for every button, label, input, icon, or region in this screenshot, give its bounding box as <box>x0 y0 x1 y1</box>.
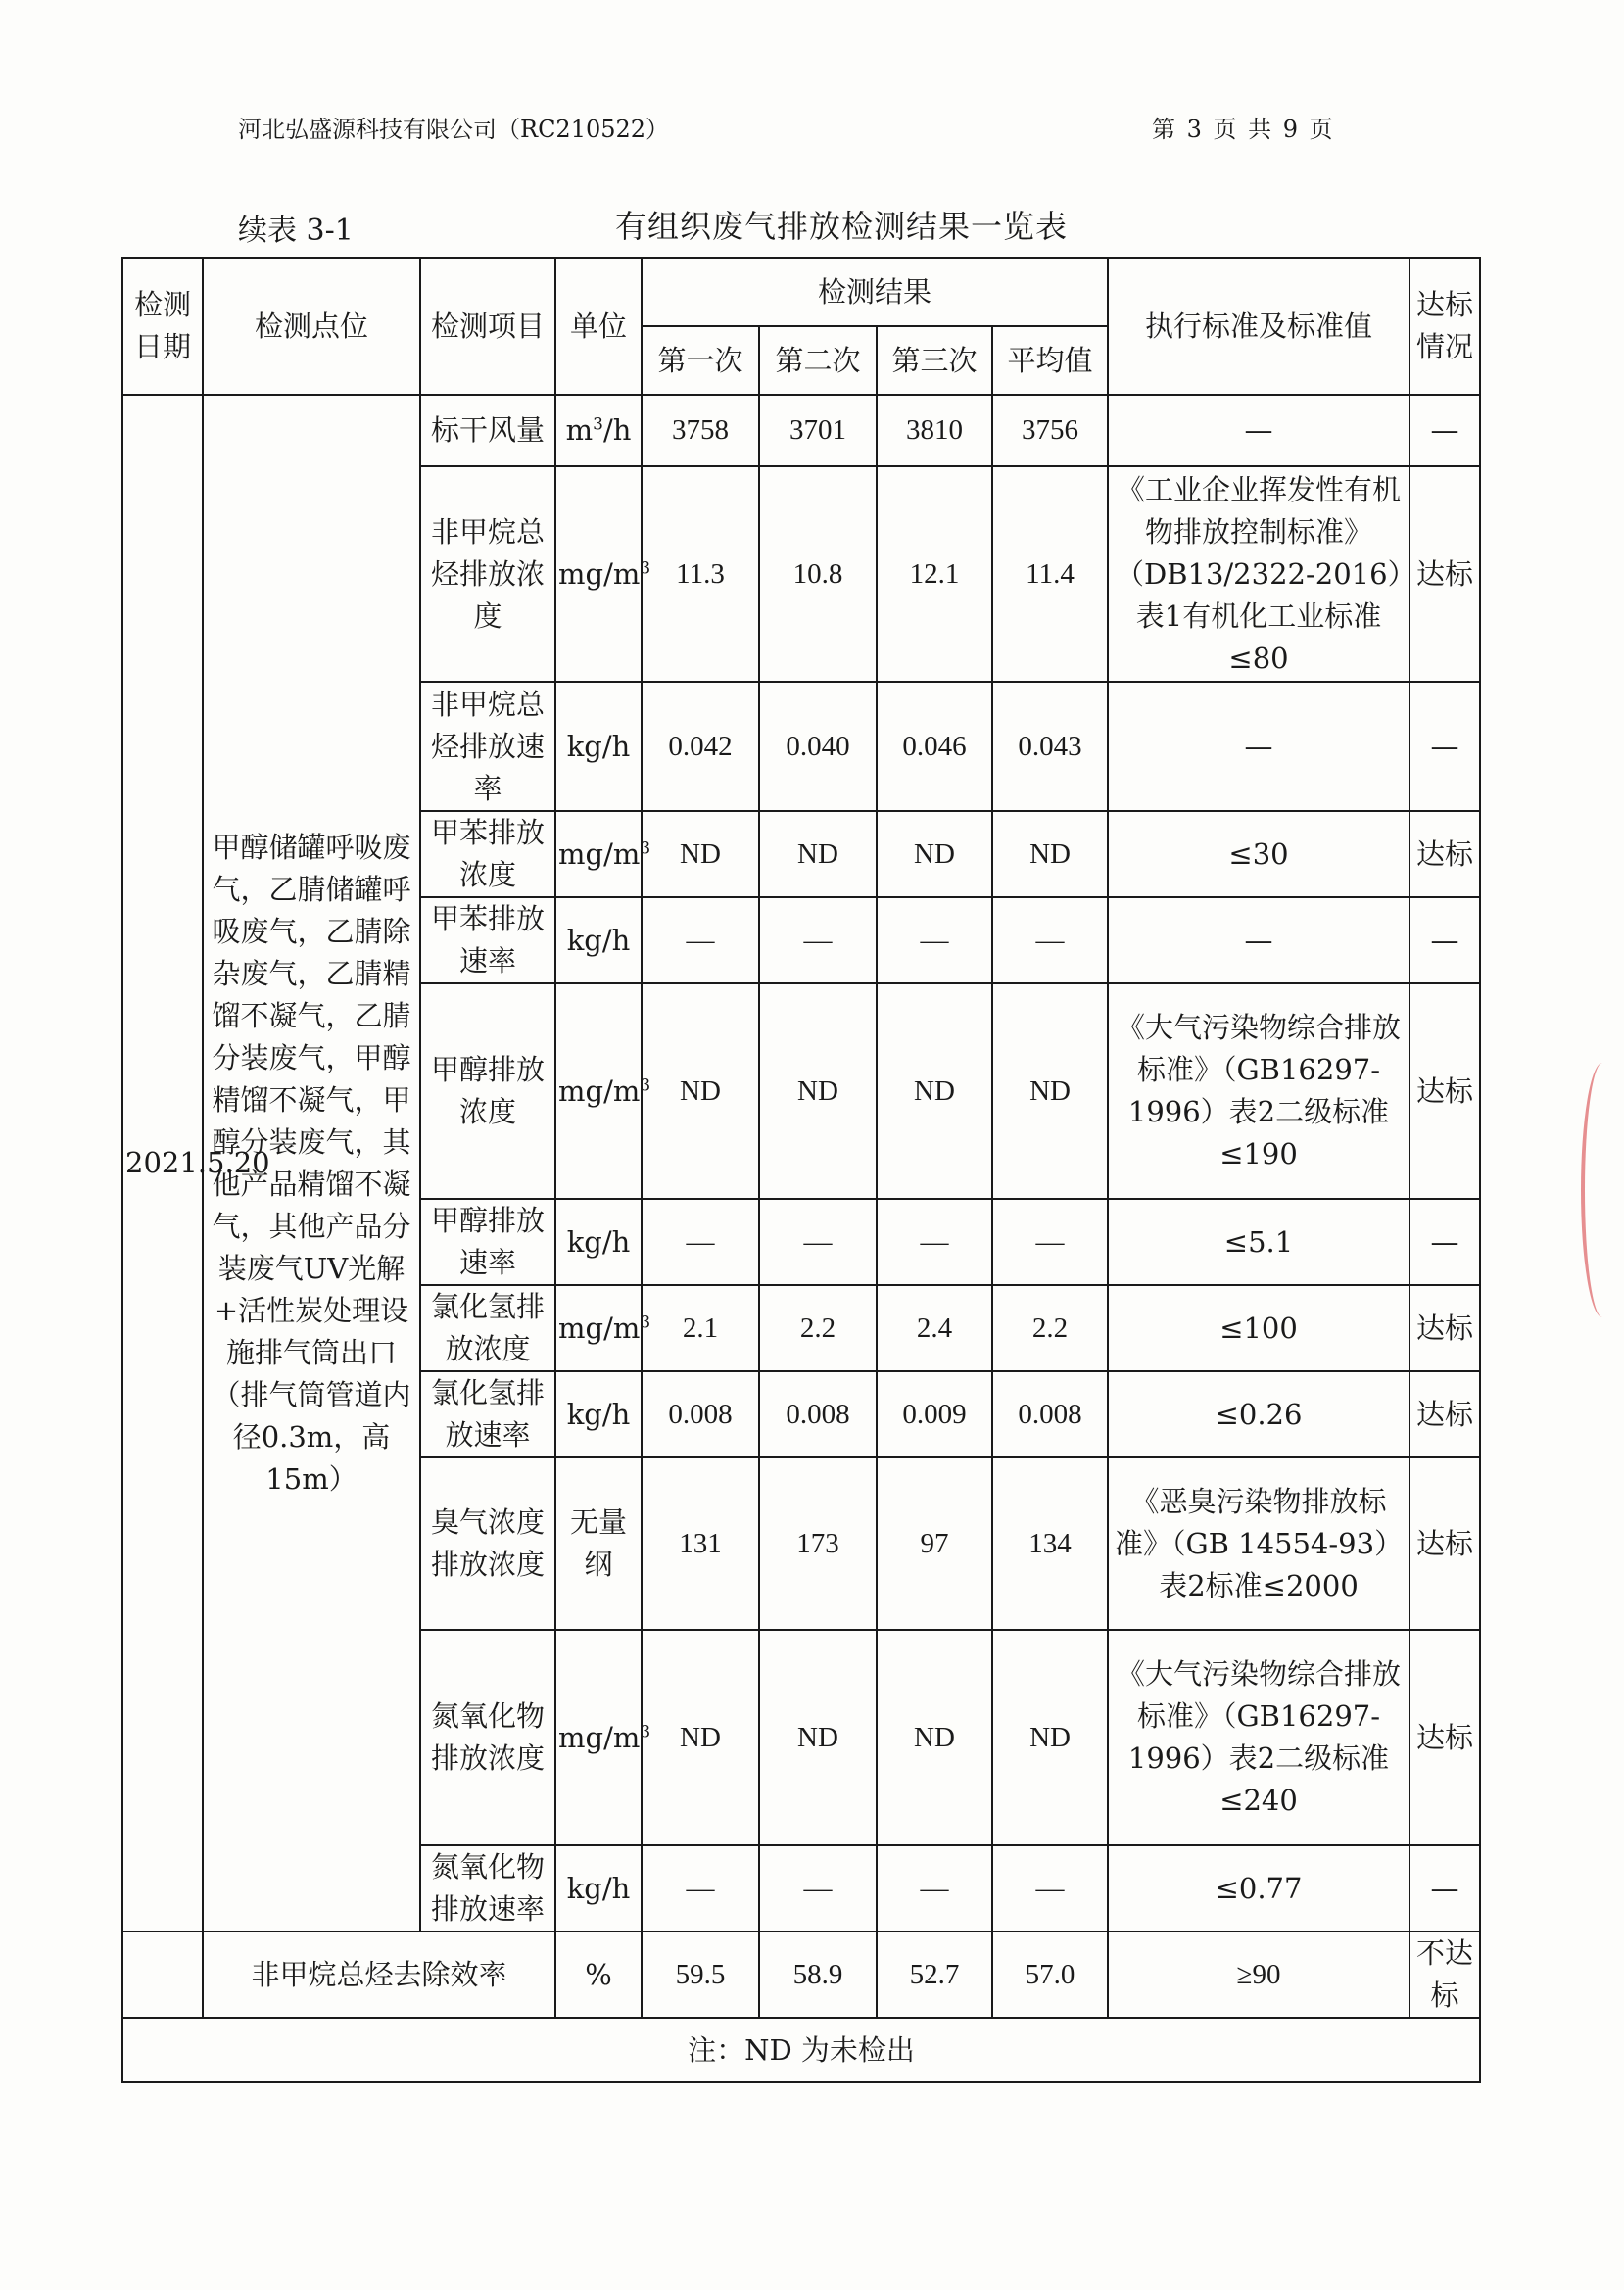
value-r3: 0.046 <box>877 682 992 811</box>
standard-cell: ≤0.77 <box>1108 1845 1409 1932</box>
unit-sup: 3 <box>640 1074 651 1095</box>
col-r1-header: 第一次 <box>642 326 759 395</box>
value-r3: ND <box>877 811 992 897</box>
value-avg: 0.043 <box>992 682 1108 811</box>
unit-base: m <box>565 413 594 447</box>
unit-cell <box>555 1285 651 1371</box>
results-table <box>121 257 1481 2083</box>
standard-cell: ≤5.1 <box>1108 1199 1409 1285</box>
unit-sup: 3 <box>640 1312 651 1332</box>
unit-cell <box>555 1845 642 1932</box>
unit-tail: /h <box>602 413 632 447</box>
status-cell: — <box>1409 395 1480 466</box>
status-cell: 达标 <box>1409 1457 1480 1630</box>
value-r2: — <box>759 897 877 983</box>
value-r3: 0.009 <box>877 1371 992 1457</box>
unit-base: kg/h <box>566 729 631 763</box>
seal-stamp-edge <box>1581 1063 1624 1317</box>
item-cell: 臭气浓度排放浓度 <box>420 1457 555 1630</box>
efficiency-r1: 59.5 <box>642 1932 759 2018</box>
value-avg: 11.4 <box>992 466 1108 682</box>
unit-base: kg/h <box>566 1224 631 1259</box>
value-r2: 3701 <box>759 395 877 466</box>
efficiency-unit: % <box>555 1932 642 2018</box>
unit-base: mg/m <box>558 1720 641 1754</box>
value-r3: — <box>877 1199 992 1285</box>
value-avg: — <box>992 1199 1108 1285</box>
unit-sup: 3 <box>593 414 603 435</box>
item-cell: 甲苯排放浓度 <box>420 811 555 897</box>
item-cell: 标干风量 <box>420 395 555 466</box>
page-number: 第 3 页 共 9 页 <box>1152 116 1335 143</box>
table-label: 续表 3-1 <box>238 214 354 248</box>
unit-base: mg/m <box>558 836 641 871</box>
unit-cell <box>555 983 651 1199</box>
table-title: 有组织废气排放检测结果一览表 <box>615 208 1069 245</box>
value-r1: 11.3 <box>642 466 759 682</box>
status-cell: 达标 <box>1409 466 1480 682</box>
item-cell: 甲醇排放浓度 <box>420 983 555 1199</box>
standard-cell: 《大气污染物综合排放标准》（GB16297-1996）表2二级标准≤240 <box>1108 1630 1409 1845</box>
value-r2: ND <box>759 1630 877 1845</box>
value-r3: 3810 <box>877 395 992 466</box>
status-cell: — <box>1409 682 1480 811</box>
unit-base: 无量纲 <box>569 1505 627 1581</box>
value-r3: ND <box>877 1630 992 1845</box>
col-standard-header: 执行标准及标准值 <box>1108 258 1409 395</box>
standard-cell: — <box>1108 682 1409 811</box>
value-r2: — <box>759 1845 877 1932</box>
col-r2-header: 第二次 <box>759 326 877 395</box>
value-avg: ND <box>992 811 1108 897</box>
value-r2: 2.2 <box>759 1285 877 1371</box>
efficiency-row <box>122 1932 1480 2018</box>
unit-sup: 3 <box>640 1721 651 1741</box>
item-cell: 非甲烷总烃排放浓度 <box>420 466 555 682</box>
value-r3: — <box>877 897 992 983</box>
col-item-header: 检测项目 <box>420 258 555 395</box>
value-r2: ND <box>759 811 877 897</box>
item-cell: 甲醇排放速率 <box>420 1199 555 1285</box>
value-r1: 3758 <box>642 395 759 466</box>
col-point-header: 检测点位 <box>203 258 420 395</box>
col-unit-header: 单位 <box>555 258 642 395</box>
col-r3-header: 第三次 <box>877 326 992 395</box>
item-cell: 氮氧化物排放速率 <box>420 1845 555 1932</box>
unit-sup: 3 <box>640 557 651 578</box>
unit-cell <box>555 897 642 983</box>
value-avg: 3756 <box>992 395 1108 466</box>
table-row <box>122 395 1480 466</box>
item-cell: 非甲烷总烃排放速率 <box>420 682 555 811</box>
status-cell: 达标 <box>1409 1630 1480 1845</box>
value-avg: 2.2 <box>992 1285 1108 1371</box>
detection-date: 2021.5.20 <box>122 395 203 1932</box>
unit-cell <box>555 811 651 897</box>
unit-cell <box>555 1630 651 1845</box>
efficiency-standard: ≥90 <box>1108 1932 1409 2018</box>
value-r1: 2.1 <box>642 1285 759 1371</box>
value-r1: 0.008 <box>642 1371 759 1457</box>
value-r3: 97 <box>877 1457 992 1630</box>
company-header: 河北弘盛源科技有限公司（RC210522） <box>238 116 670 143</box>
value-r1: ND <box>642 1630 759 1845</box>
status-cell: 达标 <box>1409 983 1480 1199</box>
status-cell: — <box>1409 1199 1480 1285</box>
unit-cell <box>555 466 651 682</box>
status-cell: 达标 <box>1409 811 1480 897</box>
unit-cell <box>555 395 642 466</box>
efficiency-avg: 57.0 <box>992 1932 1108 2018</box>
col-results-header: 检测结果 <box>642 258 1108 326</box>
standard-cell: — <box>1108 897 1409 983</box>
standard-cell: ≤30 <box>1108 811 1409 897</box>
value-r1: ND <box>642 811 759 897</box>
status-cell: 达标 <box>1409 1371 1480 1457</box>
status-cell: — <box>1409 897 1480 983</box>
standard-cell: ≤0.26 <box>1108 1371 1409 1457</box>
value-r3: ND <box>877 983 992 1199</box>
unit-base: kg/h <box>566 1871 631 1905</box>
item-cell: 氮氧化物排放浓度 <box>420 1630 555 1845</box>
value-r1: — <box>642 897 759 983</box>
value-r1: 0.042 <box>642 682 759 811</box>
efficiency-r3: 52.7 <box>877 1932 992 2018</box>
item-cell: 甲苯排放速率 <box>420 897 555 983</box>
col-date-header: 检测日期 <box>122 258 203 395</box>
standard-cell: 《大气污染物综合排放标准》（GB16297-1996）表2二级标准≤190 <box>1108 983 1409 1199</box>
detection-point: 甲醇储罐呼吸废气，乙腈储罐呼吸废气，乙腈除杂废气，乙腈精馏不凝气，乙腈分装废气，甲醇精馏不凝气，甲醇分装废气，其他产品精馏不凝气，其他产品分装废气UV光解+活性炭处理设施排气筒出口（排气筒管道内径0.3m，高15m） <box>203 395 420 1932</box>
value-avg: 0.008 <box>992 1371 1108 1457</box>
standard-cell: ≤100 <box>1108 1285 1409 1371</box>
standard-cell: 《工业企业挥发性有机物排放控制标准》（DB13/2322-2016）表1有机化工业标准≤80 <box>1108 466 1409 682</box>
value-avg: ND <box>992 1630 1108 1845</box>
value-avg: — <box>992 897 1108 983</box>
value-r2: 10.8 <box>759 466 877 682</box>
item-cell: 氯化氢排放浓度 <box>420 1285 555 1371</box>
efficiency-r2: 58.9 <box>759 1932 877 2018</box>
value-r3: 12.1 <box>877 466 992 682</box>
header-row <box>122 258 1480 326</box>
unit-cell <box>555 682 642 811</box>
item-cell: 氯化氢排放速率 <box>420 1371 555 1457</box>
efficiency-status: 不达标 <box>1409 1932 1480 2018</box>
value-r2: 173 <box>759 1457 877 1630</box>
unit-base: kg/h <box>566 923 631 957</box>
col-avg-header: 平均值 <box>992 326 1108 395</box>
value-r2: 0.040 <box>759 682 877 811</box>
unit-cell <box>555 1371 642 1457</box>
unit-base: mg/m <box>558 1073 641 1108</box>
status-cell: 达标 <box>1409 1285 1480 1371</box>
value-avg: ND <box>992 983 1108 1199</box>
unit-base: mg/m <box>558 556 641 591</box>
unit-base: mg/m <box>558 1311 641 1345</box>
standard-cell: 《恶臭污染物排放标准》（GB 14554-93）表2标准≤2000 <box>1108 1457 1409 1630</box>
value-r1: ND <box>642 983 759 1199</box>
value-r1: 131 <box>642 1457 759 1630</box>
value-r3: 2.4 <box>877 1285 992 1371</box>
unit-cell <box>555 1199 642 1285</box>
status-cell: — <box>1409 1845 1480 1932</box>
note-text: 注：ND 为未检出 <box>122 2018 1480 2082</box>
value-r2: ND <box>759 983 877 1199</box>
value-avg: — <box>992 1845 1108 1932</box>
standard-cell: — <box>1108 395 1409 466</box>
unit-sup: 3 <box>640 837 651 858</box>
unit-base: kg/h <box>566 1397 631 1431</box>
efficiency-label: 非甲烷总烃去除效率 <box>203 1932 555 2018</box>
efficiency-date-cell <box>122 1932 203 2018</box>
value-r3: — <box>877 1845 992 1932</box>
unit-cell <box>555 1457 642 1630</box>
value-r1: — <box>642 1845 759 1932</box>
col-status-header: 达标情况 <box>1409 258 1480 395</box>
value-r1: — <box>642 1199 759 1285</box>
value-r2: 0.008 <box>759 1371 877 1457</box>
note-row <box>122 2018 1480 2082</box>
value-r2: — <box>759 1199 877 1285</box>
value-avg: 134 <box>992 1457 1108 1630</box>
